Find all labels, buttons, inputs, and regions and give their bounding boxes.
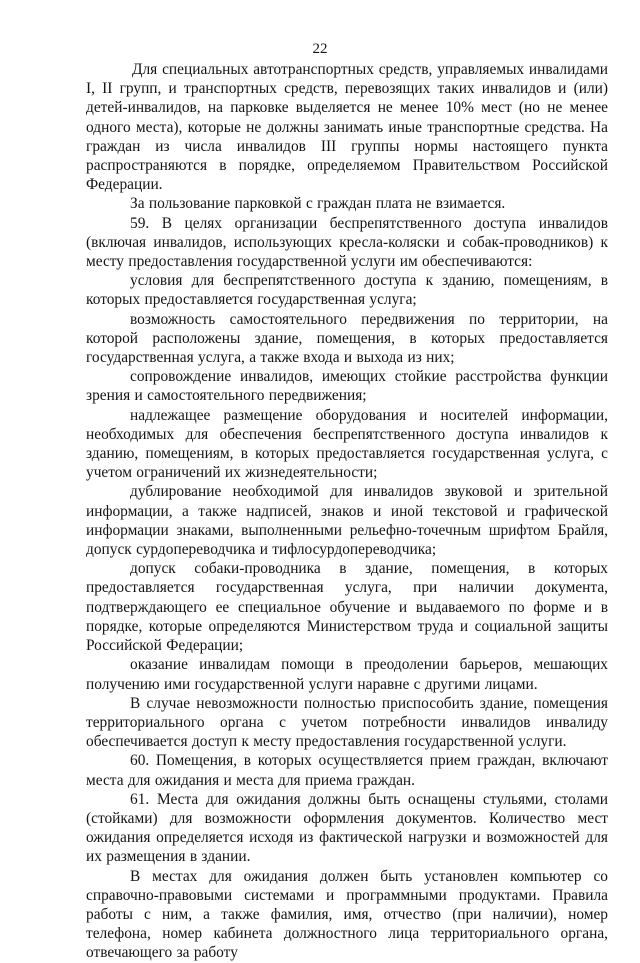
- paragraph-waiting-computer: В местах для ожидания должен быть установлен компьютер со справочно-правовыми системами и программными продуктами. Правила работы с ним, а также фамилия, имя, отчество (при наличии), номер телефона, номер кабинета должностного лица территориального органа, отвечающего за работу: [86, 867, 608, 962]
- paragraph-item-60: 60. Помещения, в которых осуществляется прием граждан, включают места для ожидания и места для приема граждан.: [86, 752, 608, 789]
- paragraph-item-59: 59. В целях организации беспрепятственного доступа инвалидов (включая инвалидов, использующих кресла-коляски и собак-проводников) к месту предоставления государственной услуги им обеспечиваются:: [86, 214, 608, 271]
- paragraph-access-conditions: условия для беспрепятственного доступа к зданию, помещениям, в которых предоставляется государственная услуга;: [86, 272, 608, 309]
- document-body: [86, 60, 608, 963]
- paragraph-guide-dog: допуск собаки-проводника в здание, помещения, в которых предоставляется государственная услуга, при наличии документа, подтверждающего ее специальное обучение и выдаваемого по форме и в порядке, которые определяются Министерством труда и социальной защиты Российской Федерации;: [86, 560, 608, 655]
- paragraph-parking-spaces: Для специальных автотранспортных средств, управляемых инвалидами I, II групп, и транспортных средств, перевозящих таких инвалидов и (или) детей-инвалидов, на парковке выделяется не менее 10% мест (но не менее одного места), которые не должны занимать иные транспортные средства. На граждан из числа инвалидов III группы нормы настоящего пункта распространяются в порядке, определяемом Правительством Российской Федерации.: [86, 61, 608, 194]
- paragraph-equipment-placement: надлежащее размещение оборудования и носителей информации, необходимых для обеспечения беспрепятственного доступа инвалидов к зданию, помещениям, в которых предоставляется государственная услуга, с учетом ограничений их жизнедеятельности;: [86, 406, 608, 482]
- paragraph-duplication-braille: дублирование необходимой для инвалидов звуковой и зрительной информации, а также надписей, знаков и иной текстовой и графической информации знаками, выполненными рельефно-точечным шрифтом Брайля, допуск сурдопереводчика и тифлосурдопереводчика;: [86, 483, 608, 559]
- paragraph-independent-movement: возможность самостоятельного передвижения по территории, на которой расположены здание, помещения, в которых предоставляется государственная услуга, а также входа и выхода из них;: [86, 310, 608, 367]
- paragraph-parking-fee: За пользование парковкой с граждан плата не взимается.: [130, 195, 506, 213]
- paragraph-item-61: 61. Места для ожидания должны быть оснащены стульями, столами (стойками) для возможности оформления документов. Количество мест ожидания определяется исходя из фактической нагрузки и возможностей для их размещения в здании.: [86, 790, 608, 866]
- paragraph-building-adaptation: В случае невозможности полностью приспособить здание, помещения территориального органа с учетом потребности инвалидов инвалиду обеспечивается доступ к месту предоставления государственной услуги.: [86, 694, 608, 751]
- page-number: 22: [312, 41, 328, 57]
- paragraph-assistance: оказание инвалидам помощи в преодолении барьеров, мешающих получению ими государственной услуги наравне с другими лицами.: [86, 656, 608, 693]
- paragraph-escort: сопровождение инвалидов, имеющих стойкие расстройства функции зрения и самостоятельного передвижения;: [86, 368, 608, 405]
